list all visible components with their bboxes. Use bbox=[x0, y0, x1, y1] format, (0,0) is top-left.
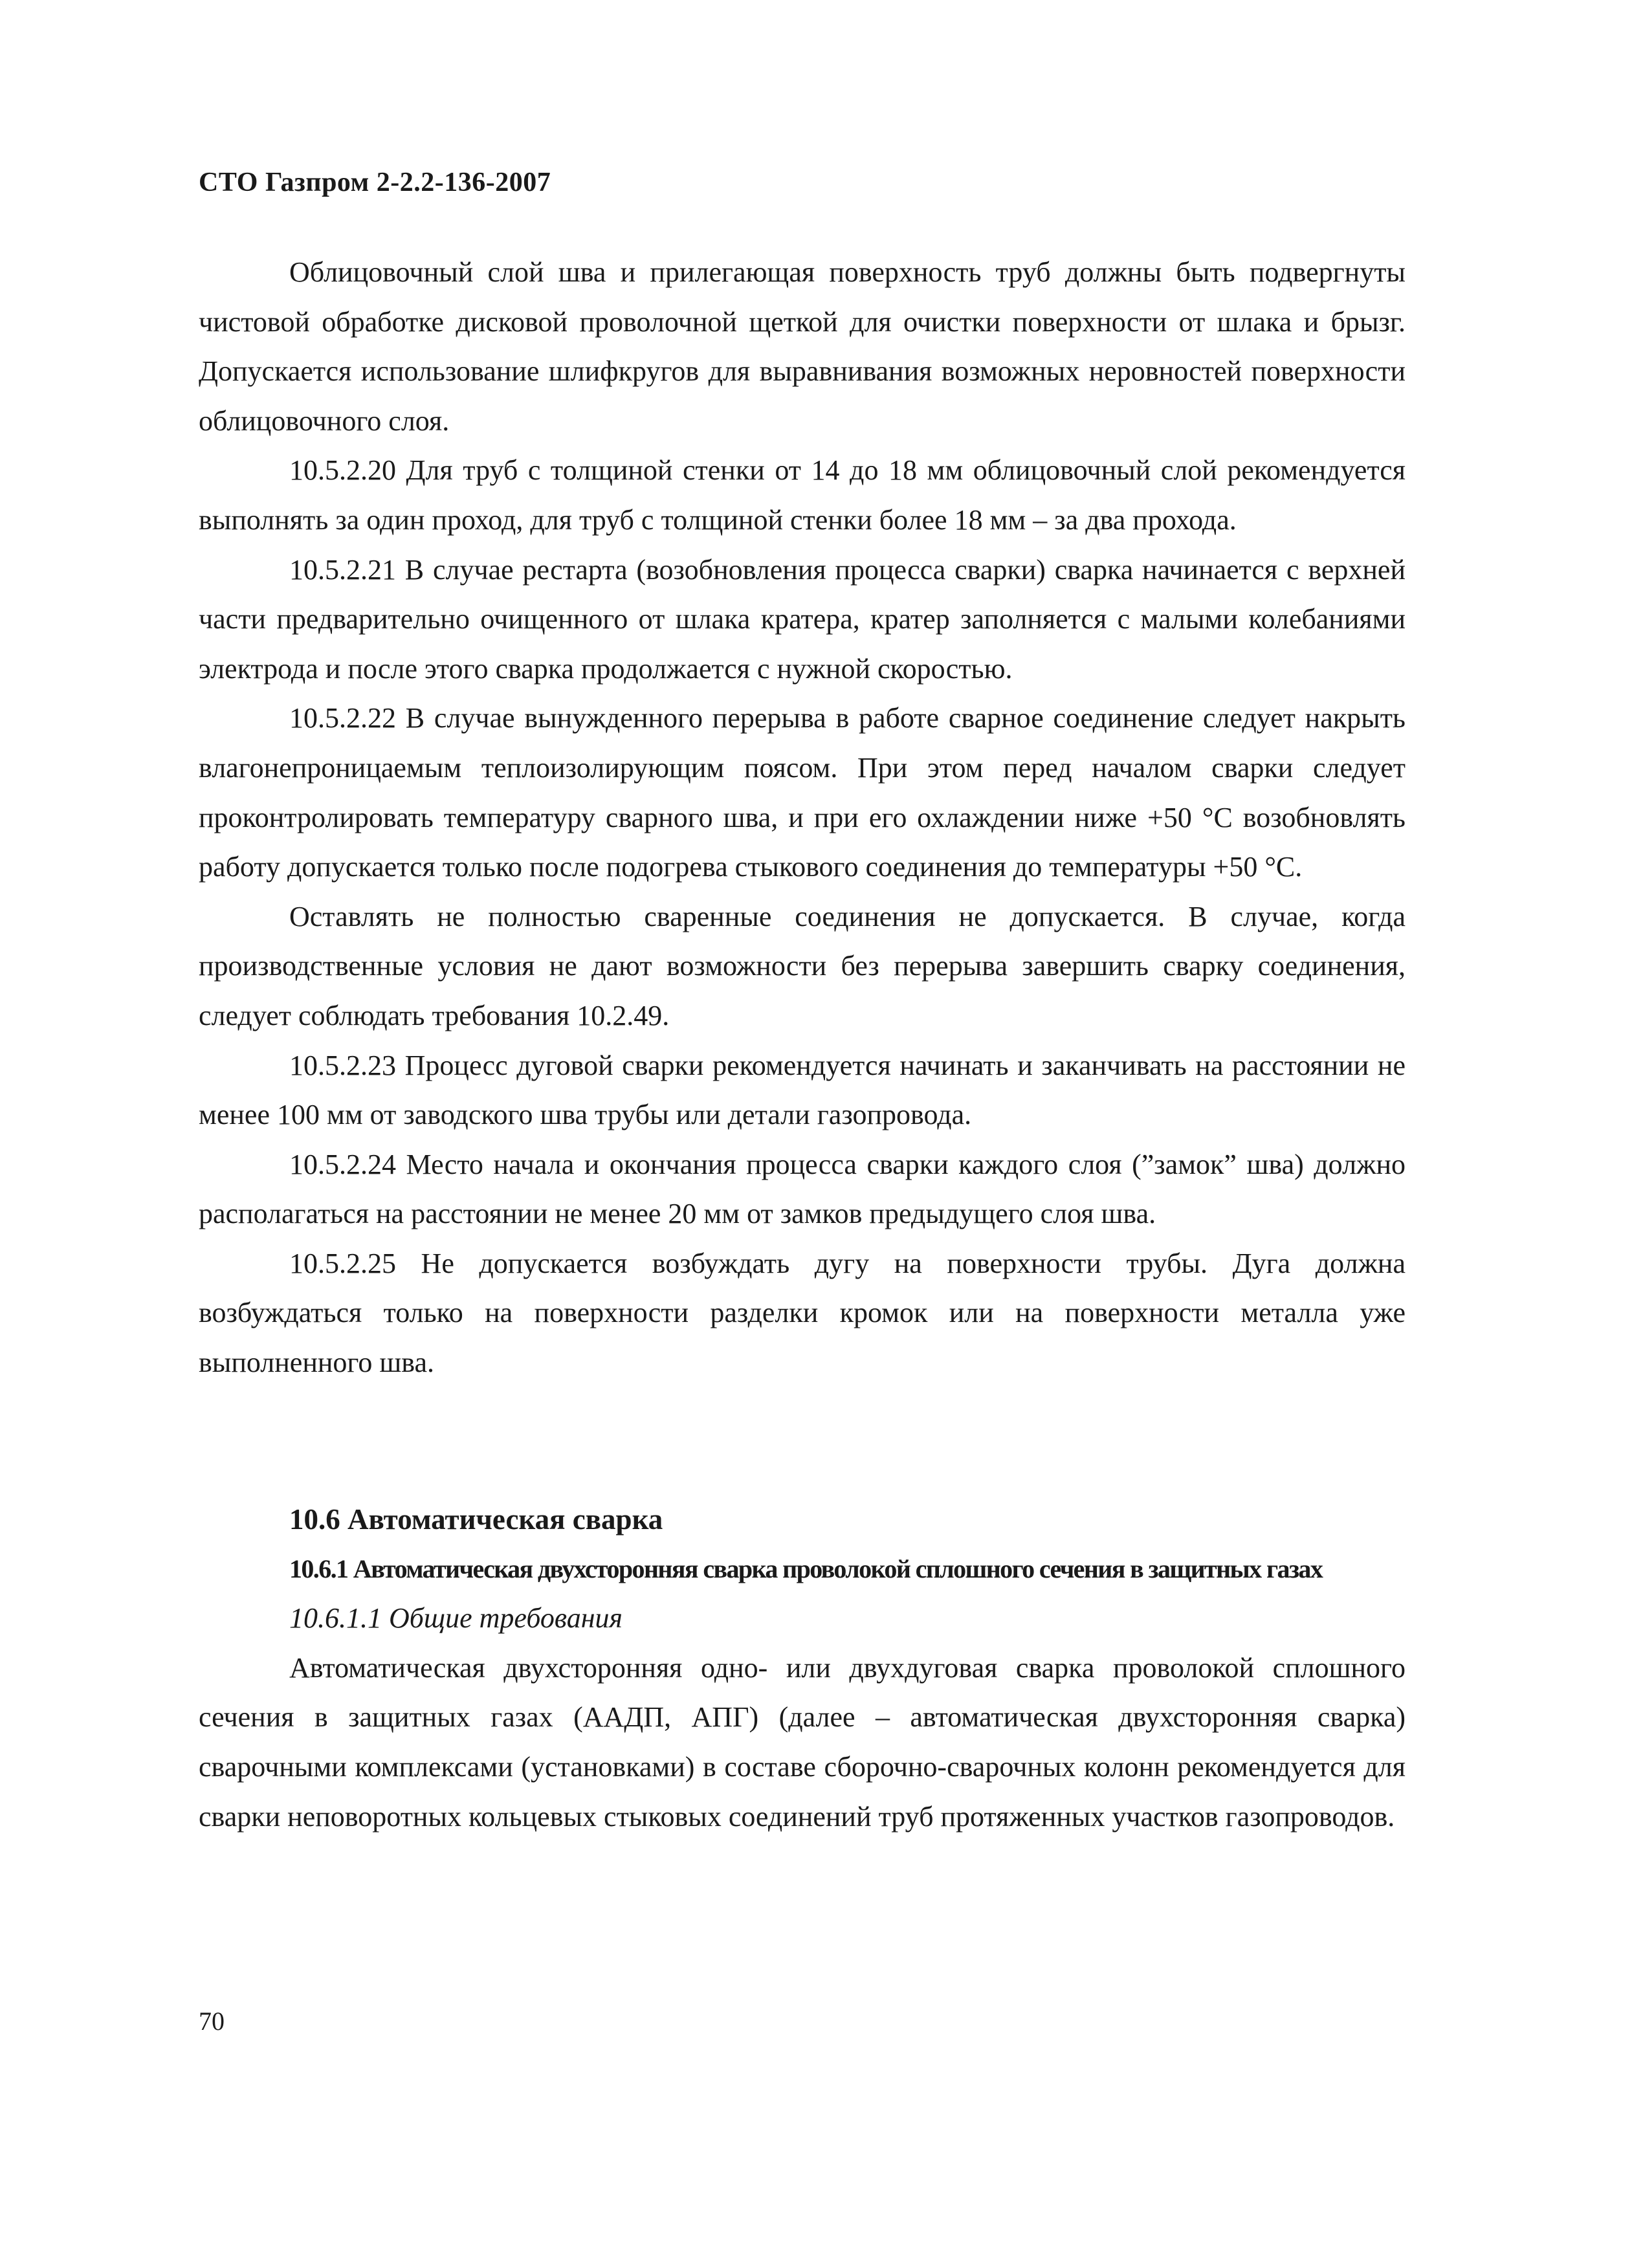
paragraph-facing-layer-finish: Облицовочный слой шва и прилегающая поверхность труб должны быть подвергнуты чистовой обработке дисковой проволочной щеткой для очистки поверхности от шлака и брызг. Допускается использование шлифкругов для выравнивания возможных неровностей поверхности облицовочного слоя. bbox=[199, 256, 1406, 437]
paragraph-incomplete-joints: Оставлять не полностью сваренные соединения не допускается. В случае, когда производственные условия не дают возможности без перерыва завершить сварку соединения, следует соблюдать требования 10.2.49. bbox=[199, 900, 1406, 1031]
paragraph-10-5-2-21: 10.5.2.21 В случае рестарта (возобновления процесса сварки) сварка начинается с верхней части предварительно очищенного от шлака кратера, кратер заполняется с малыми колебаниями электрода и после этого сварка продолжается с нужной скоростью. bbox=[199, 553, 1406, 685]
section-heading-10-6: 10.6 Автоматическая сварка bbox=[289, 1503, 663, 1536]
document-header-code: СТО Газпром 2-2.2-136-2007 bbox=[199, 168, 551, 197]
paragraph-10-5-2-20: 10.5.2.20 Для труб с толщиной стенки от 14 до 18 мм облицовочный слой рекомендуется выполнять за один проход, для труб с толщиной стенки более 18 мм – за два прохода. bbox=[199, 454, 1406, 536]
subsection-heading-10-6-1: 10.6.1 Автоматическая двухсторонняя сварка проволокой сплошного сечения в защитных газах bbox=[289, 1554, 1323, 1583]
body-text-top bbox=[199, 248, 1406, 1388]
paragraph-10-5-2-23: 10.5.2.23 Процесс дуговой сварки рекомендуется начинать и заканчивать на расстоянии не менее 100 мм от заводского шва трубы или детали газопровода. bbox=[199, 1049, 1406, 1131]
clause-heading-10-6-1-1: 10.6.1.1 Общие требования bbox=[289, 1602, 623, 1635]
page-number: 70 bbox=[199, 2007, 225, 2036]
paragraph-10-5-2-25: 10.5.2.25 Не допускается возбуждать дугу на поверхности трубы. Дуга должна возбуждаться только на поверхности разделки кромок или на поверхности металла уже выполненного шва. bbox=[199, 1247, 1406, 1379]
paragraph-automatic-welding-general: Автоматическая двухсторонняя одно- или двухдуговая сварка проволокой сплошного сечения в защитных газах (ААДП, АПГ) (далее – автоматическая двухсторонняя сварка) сварочными комплексами (установками) в составе сборочно-сварочных колонн рекомендуется для сварки неповоротных кольцевых стыковых соединений труб протяженных участков газопроводов. bbox=[199, 1651, 1406, 1833]
body-text-bottom bbox=[199, 1495, 1406, 1842]
paragraph-10-5-2-24: 10.5.2.24 Место начала и окончания процесса сварки каждого слоя (”замок” шва) должно располагаться на расстоянии не менее 20 мм от замков предыдущего слоя шва. bbox=[199, 1148, 1406, 1230]
paragraph-10-5-2-22: 10.5.2.22 В случае вынужденного перерыва в работе сварное соединение следует накрыть влагонепроницаемым теплоизолирующим поясом. При этом перед началом сварки следует проконтролировать температуру сварного шва, и при его охлаждении ниже +50 °С возобновлять работу допускается только после подогрева стыкового соединения до температуры +50 °С. bbox=[199, 702, 1406, 883]
